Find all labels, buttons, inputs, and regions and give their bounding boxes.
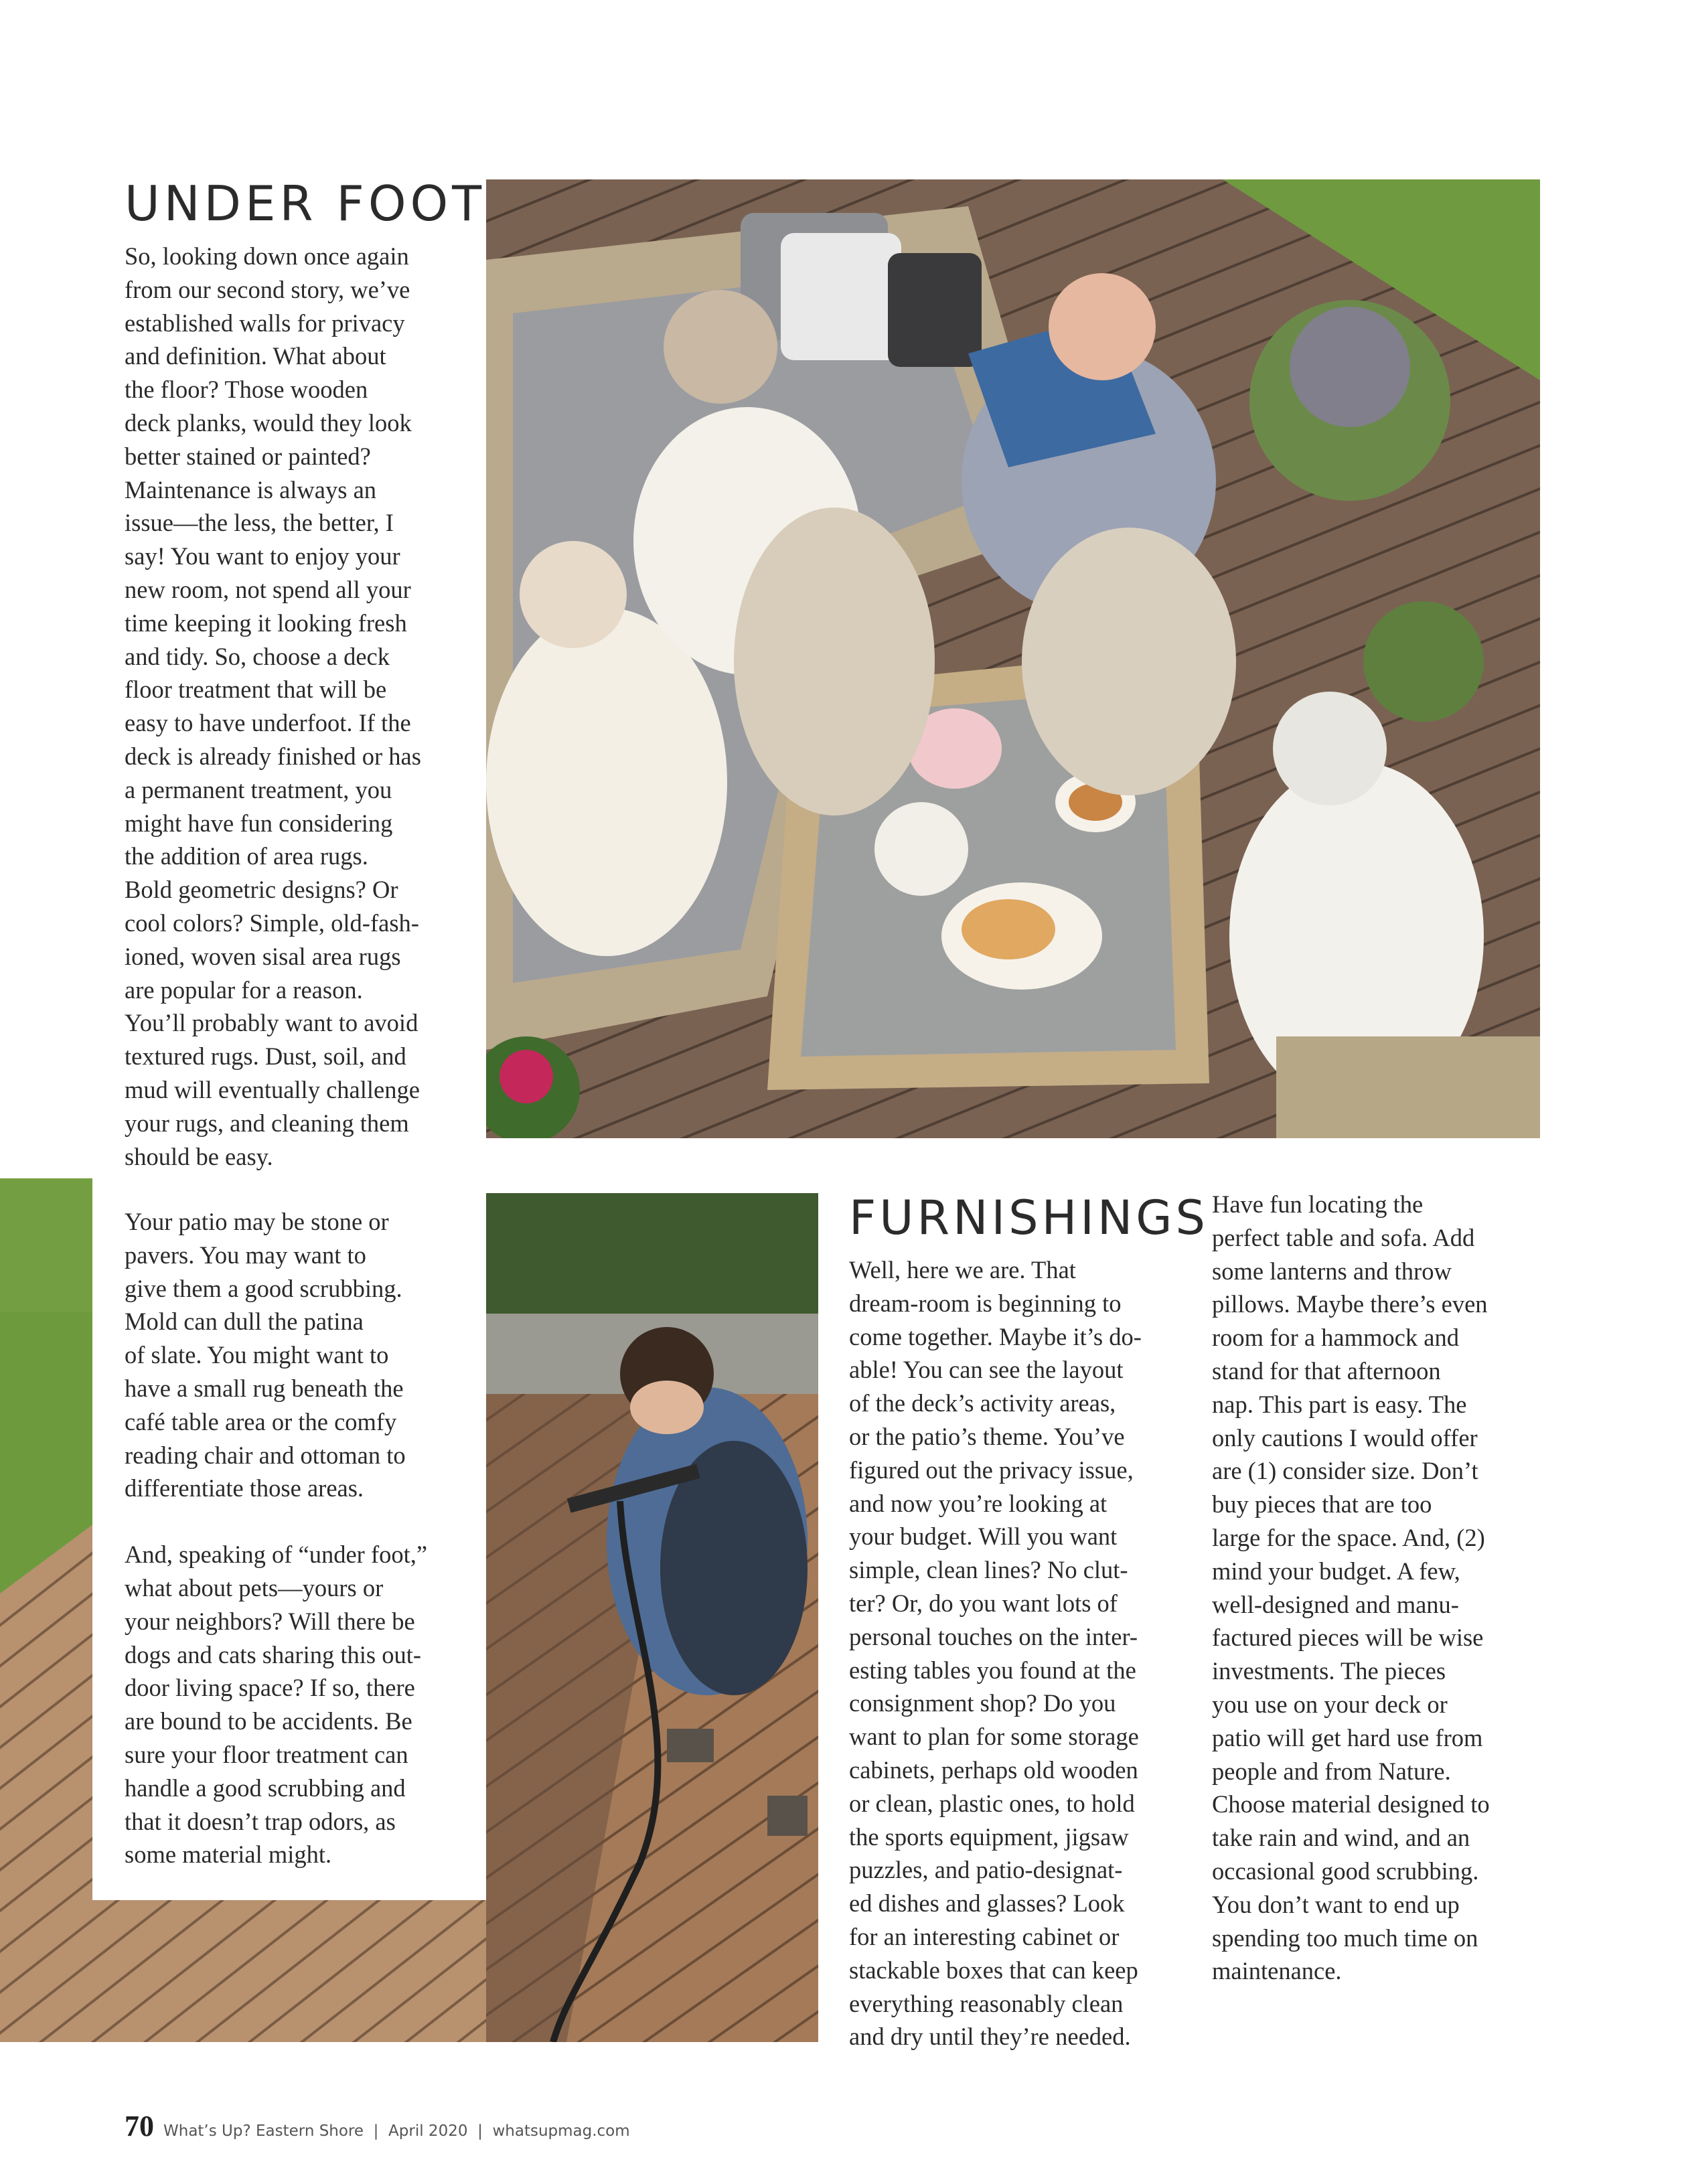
furnishings-column-2 [1212, 1188, 1560, 2021]
furnishings-paragraph-2: Have fun locating the perfect table and sofa. Add some lanterns and throw pillows. Maybe there’s even room for a hammock and stand for that afternoon nap. This part is easy. The only cautions I would offer are (1) consider size. Don’t buy pieces that are too large for the space. And, (2) mind your budget. A few, well-designed and manu- factured pieces will be wise investments. The pieces you use on your deck or patio will get hard use from people and from Nature. Choose material designed to take rain and wind, and an occasional good scrubbing. You don’t want to end up spending too much time on maintenance. [1212, 1190, 1490, 1985]
footer-publication-line: What’s Up? Eastern Shore | April 2020 | whatsupmag.com [163, 2122, 630, 2140]
under-foot-heading: UNDER FOOT [125, 175, 486, 232]
furnishings-column-1 [849, 1253, 1197, 2086]
under-foot-column [125, 240, 473, 1206]
under-foot-paragraph-3: And, speaking of “under foot,” what about pets—yours or your neighbors? Will there be dogs and cats sharing this out- door living space? If so, there are bound to be accidents. Be sure your floor treatment can handle a good scrubbing and that it doesn’t trap odors, as some material might. [125, 1541, 428, 1869]
under-foot-paragraph-2: Your patio may be stone or pavers. You may want to give them a good scrubbing. Mold can dull the patina of slate. You might want to have a small rug beneath the café table area or the comfy reading chair and ottoman to differentiate those areas. [125, 1208, 406, 1502]
page-number: 70 [125, 2110, 154, 2142]
furnishings-heading: FURNISHINGS [849, 1190, 1209, 1245]
photo-pressure-washing [486, 1193, 818, 2042]
under-foot-column-continued [125, 1205, 473, 1904]
under-foot-paragraph-1: So, looking down once again from our second story, we’ve established walls for privacy and definition. What about the floor? Those wooden deck planks, would they look better stained or painted? Maintenance is always an issue—the less, the better, I say! You want to enjoy your new room, not spend all your time keeping it looking fresh and tidy. So, choose a deck floor treatment that will be easy to have underfoot. If the deck is already finished or has a permanent treatment, you might have fun considering the addition of area rugs. Bold geometric designs? Or cool colors? Simple, old-fash- ioned, woven sisal area rugs are popular for a reason. You’ll probably want to avoid textured rugs. Dust, soil, and mud will eventually challenge your rugs, and cleaning them should be easy. [125, 242, 421, 1170]
photo-patio-gathering [486, 179, 1540, 1138]
page-footer [125, 2109, 630, 2143]
furnishings-paragraph-1: Well, here we are. That dream-room is beginning to come together. Maybe it’s do- able! You can see the layout of the deck’s activity areas, or the patio’s theme. You’ve figured out the privacy issue, and now you’re looking at your budget. Will you want simple, clean lines? No clut- ter? Or, do you want lots of personal touches on the inter- esting tables you found at the consignment shop? Do you want to plan for some storage cabinets, perhaps old wooden or clean, plastic ones, to hold the sports equipment, jigsaw puzzles, and patio-designat- ed dishes and glasses? Look for an interesting cabinet or stackable boxes that can keep everything reasonably clean and dry until they’re needed. [849, 1256, 1142, 2051]
